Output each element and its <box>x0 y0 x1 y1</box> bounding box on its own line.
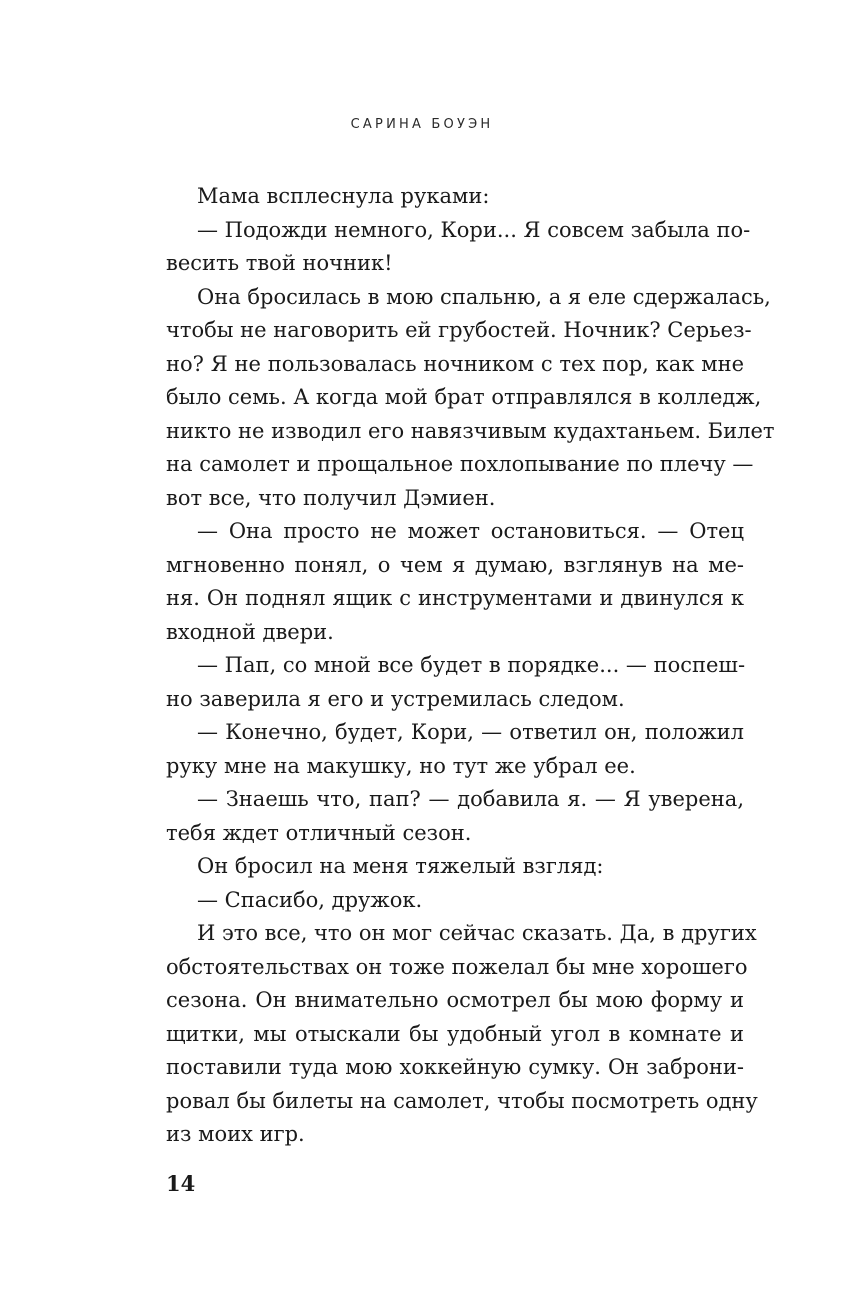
body-text <box>166 180 775 1152</box>
text-line: но заверила я его и устремилась следом. <box>166 686 625 711</box>
text-line: весить твой ночник! <box>166 251 393 275</box>
page-number: 14 <box>166 1171 196 1196</box>
text-line: на самолет и прощальное похлопывание по плечу — <box>166 452 754 476</box>
text-line: никто не изводил его навязчивым кудахтаньем. Билет <box>166 418 775 443</box>
text-line: Она бросилась в мою спальню, а я еле сдержалась, <box>197 284 771 309</box>
text-line: но? Я не пользовалась ночником с тех пор, как мне <box>166 351 744 376</box>
text-line: было семь. А когда мой брат отправлялся в колледж, <box>166 385 762 409</box>
text-line: поставили туда мою хоккейную сумку. Он заброни- <box>166 1055 744 1079</box>
text-line: — Подожди немного, Кори... Я совсем забыла по- <box>197 217 751 242</box>
text-line: входной двери. <box>166 619 334 644</box>
running-head-author: САРИНА БОУЭН <box>350 117 494 132</box>
text-line: сезона. Он внимательно осмотрел бы мою форму и <box>166 988 744 1012</box>
text-line: ровал бы билеты на самолет, чтобы посмотреть одну <box>166 1088 758 1113</box>
text-line: — Она просто не может остановиться. — Отец <box>197 519 744 543</box>
text-line: ня. Он поднял ящик с инструментами и двинулся к <box>166 586 744 610</box>
text-line: щитки, мы отыскали бы удобный угол в комнате и <box>166 1021 744 1046</box>
text-line: — Спасибо, дружок. <box>197 887 423 912</box>
text-line: из моих игр. <box>166 1122 305 1146</box>
text-line: обстоятельствах он тоже пожелал бы мне хорошего <box>166 954 748 979</box>
text-line: вот все, что получил Дэмиен. <box>166 485 496 510</box>
text-line: Мама всплеснула руками: <box>197 184 490 208</box>
text-line: руку мне на макушку, но тут же убрал ее. <box>166 753 636 778</box>
text-line: Он бросил на меня тяжелый взгляд: <box>197 854 604 878</box>
text-line: И это все, что он мог сейчас сказать. Да, в других <box>197 921 757 945</box>
text-line: тебя ждет отличный сезон. <box>166 820 472 845</box>
text-line: чтобы не наговорить ей грубостей. Ночник? Серьез- <box>166 318 752 342</box>
text-line: мгновенно понял, о чем я думаю, взглянув на ме- <box>166 552 744 577</box>
text-line: — Конечно, будет, Кори, — ответил он, положил <box>197 720 744 744</box>
text-line: — Знаешь что, пап? — добавила я. — Я уверена, <box>197 787 744 811</box>
text-line: — Пап, со мной все будет в порядке... — поспеш- <box>197 653 746 677</box>
